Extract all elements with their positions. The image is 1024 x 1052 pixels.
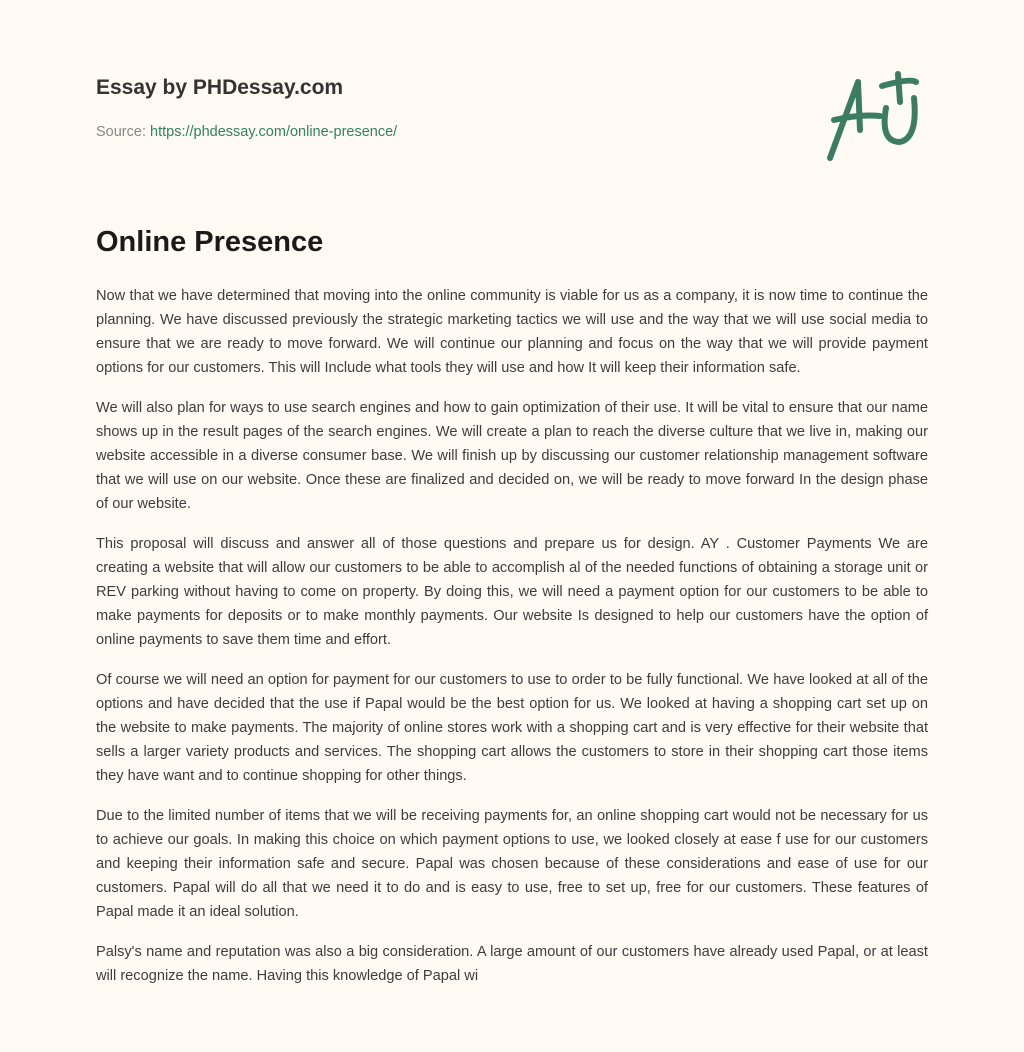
article-title: Online Presence bbox=[96, 226, 324, 258]
paragraph: Of course we will need an option for payment for our customers to use to order to be fully functional. We have looked at all of the options and have decided that the use if Papal would be the best option for us. We looked at having a shopping cart set up on the website to make payments. The majority of online stores work with a shopping cart and is very effective for their website that sells a larger variety products and services. The shopping cart allows the customers to store in their shopping cart those items they have want and to continue shopping for other things. bbox=[96, 672, 928, 784]
source-link[interactable]: https://phdessay.com/online-presence/ bbox=[150, 124, 398, 140]
paragraph: We will also plan for ways to use search engines and how to gain optimization of their use. It will be vital to ensure that our name shows up in the result pages of the search engines. We will create a plan to reach the diverse culture that we live in, making our website accessible in a diverse consumer base. We will finish up by discussing our customer relationship management software that we will use on our website. Once these are finalized and decided on, we will be ready to move forward In the design phase of our website. bbox=[96, 400, 928, 512]
paragraph: Due to the limited number of items that we will be receiving payments for, an online shopping cart would not be necessary for us to achieve our goals. In making this choice on which payment options to use, we looked closely at ease f use for our customers and keeping their information safe and secure. Papal was chosen because of these considerations and ease of use for our customers. Papal will do all that we need it to do and is easy to use, free to set up, free for our customers. These features of Papal made it an ideal solution. bbox=[96, 808, 928, 920]
paragraph: Palsy's name and reputation was also a big consideration. A large amount of our customers have already used Papal, or at least will recognize the name. Having this knowledge of Papal wi bbox=[96, 944, 928, 984]
article-body bbox=[96, 284, 928, 1004]
source-label: Source: bbox=[96, 124, 146, 140]
a-plus-logo-icon bbox=[820, 68, 930, 164]
source-line bbox=[96, 124, 397, 140]
paragraph: This proposal will discuss and answer all of those questions and prepare us for design. AY . Customer Payments We are creating a website that will allow our customers to be able to accomplish al of the needed functions of obtaining a storage unit or REV parking without having to come on property. By doing this, we will need a payment option for our customers to be able to make payments for deposits or to make monthly payments. Our website Is designed to help our customers have the option of online payments to save them time and effort. bbox=[96, 536, 928, 648]
paragraph: Now that we have determined that moving into the online community is viable for us as a company, it is now time to continue the planning. We have discussed previously the strategic marketing tactics we will use and the way that we will use social media to ensure that we are ready to move forward. We will continue our planning and focus on the way that we will provide payment options for our customers. This will Include what tools they will use and how It will keep their information safe. bbox=[96, 288, 928, 376]
site-title: Essay by PHDessay.com bbox=[96, 76, 344, 99]
